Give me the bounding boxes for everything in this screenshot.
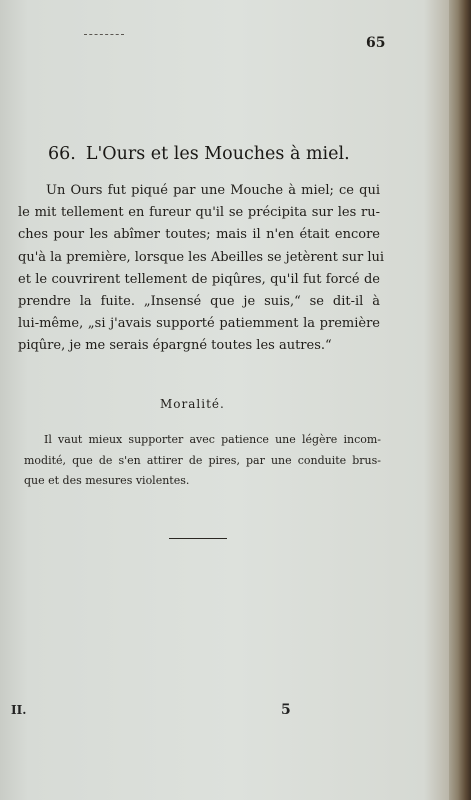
moral-line: que et des mesures violentes. [24,474,190,487]
moral-line: modité, que de s'en attirer de pires, par une conduite brus- [24,453,381,467]
fable-body [18,180,385,358]
page-number: 65 [366,35,386,51]
signature-mark: II. [11,703,27,717]
moral-line: Il vaut mieux supporter avec patience une légère incom- [44,433,381,446]
fable-title-text: L'Ours et les Mouches à miel. [85,144,350,164]
fable-line: qu'à la première, lorsque les Abeilles se jetèrent sur lui [18,249,385,265]
fable-line: ches pour les abîmer toutes; mais il n'en était encore [18,227,380,243]
fable-line: piqûre, je me serais épargné toutes les autres.“ [18,338,332,354]
fable-line: le mit tellement en fureur qu'il se précipita sur les ru- [18,205,380,221]
moral-body [24,430,381,492]
signature-number: 5 [281,702,291,718]
fable-line: prendre la fuite. „Insensé que je suis,“ se dit-il à [18,294,380,310]
book-spine-edge [449,0,471,800]
top-dash-mark [84,34,124,35]
section-divider-rule [169,538,227,539]
fable-line: lui-même, „si j'avais supporté patiemment la première [18,316,380,332]
fable-title [48,144,350,164]
fable-line: et le couvrirent tellement de piqûres, qu'il fut forcé de [18,271,380,287]
fable-line: Un Ours fut piqué par une Mouche à miel; ce qui [46,183,380,198]
fable-number: 66. [48,144,76,164]
moral-heading: Moralité. [160,397,225,411]
